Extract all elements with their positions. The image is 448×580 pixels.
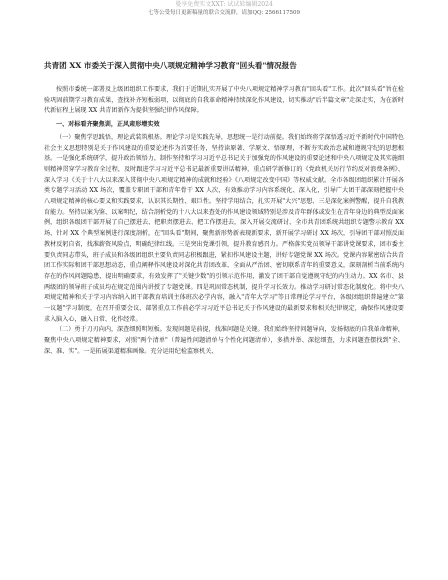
intro-paragraph: 按照市委统一部署及上级团组织工作要求，我们于近期扎实开展了中央八项规定精神学习教育"回头看"工作。此次"回头看"旨在检验巩固前期学习教育成果，查找补齐短板弱项，以彻底的自我革命精神持续深化作风建设，切实推动"后半篇文章"走深走实，为在新时代新征程上展现 XX 共青团新作为提供坚强纪律作风保障。 [44,86,404,115]
header-watermark-line: 曼享免费实文XXT: 试试转编辑2024 [175,1,273,8]
section-heading: 一、对标看齐聚焦训，正风肃形增实效 [56,121,160,129]
header-notice-line: 七等公受每日更新稿量的联合交流群，请加QQ: 2566117509 [147,10,301,16]
document-title: 共青团 XX 市委关于深入贯彻中央八项规定精神学习教育"回头看"情况报告 [44,61,297,70]
document-body [44,85,404,358]
body-paragraph: （一）聚焦学思践悟，理论武装筑根基。理论学习是实践先导，思想统一是行动前提。我们始终将学深悟透习近平新时代中国特色社会主义思想特别是关于作风建设的重要论述作为首要任务，坚持读原著、学原文、悟原理，不断夯实政治忠诚和遵规守纪的思想根基。一是强化系统研学，提升政治领悟力，制作坚持和学习习近平总书记关于加强党的作风建设的重要论述和中央八项规定及其实施细则精神贯穿学习教育全过程，及时跟进学习习近平总书记最新重要讲话精神，重点研学新修订的《党政机关厉行节约反对浪费条例》、深入学习《关于十八大以来深入贯彻中央八项规定精神的成就和经验》《八项规定改变中国》等权威文献。全市各级团组织累计开展各类专题学习活动 XX 场次，覆盖专职团干部和青年骨干 XX 人次，有效推动学习内容系统化、深入化，引导广大团干部深刻把握中央八项规定精神的核心要义和实践要求，认识其长期性、艰巨性。坚持学用结合，扎实开展"大兴"思想、三是深化案例警醒，提升自我教育能力。坚持以案为鉴、以案明纪，结合剖析党的十八大以来查处的作风建设领域特别是涉及青年群体或发生在青年身边的典型反面案例，组织各级团干部开展了自己摆进去、把职责摆进去、把工作摆进去，深入开展交流研讨，全市共青团系统共组织专题警示教育 XX 场，针对 XX 个典型案例进行深度剖析，在"回头看"期间，聚焦新形势新表现新要求，新开展学习研讨 XX 场次，引导团干部对照反面教材反躬自省，找准薪资风险点，明确纪律红线。三是突出党课引领，提升教育感召力。严格落实党员领导干部讲党课要求，团市委主要负责同志带头，班子成员和各级团组织主要负责同志积极跟进，紧扣作风建设主题，讲好专题党课 XX 场次。党课内容紧密结合共青团工作实际和团干部思想动态，重点阐释作风建设对深化共青团改革、全面从严治团、密切联系青年的重要意义，深刻剖析当前系统内存在的作风问题隐患，提出明确要求，有效发挥了"关键少数"的引领示范作用，激发了团干部自觉遵规守纪的内生动力。XX 名市、县两级团的领导班子成员均在规定范围内讲授了专题党课。四是巩固常态机制，提升学习长效力。推动学习研讨常态化制度化。将中央八项规定精神和关于学习内容纳入团干部教育培训主体班次必学内容，融入"青年大学习"等日常理论学习平台，各级团组织普遍建立"第一议题"学习制度，在召开重要会议、部署重点工作前必学习习近平总书记关于作风建设的最新要求和相关纪律规定，确保作风建设要求入脑入心，融入日常、化作经常。 [44,133,404,323]
body-paragraph: （二）勇于刀刃向内，深查细照明短板。发现问题是前提，找准问题是关键。我们始终坚持问题导向，发扬彻底的自我革命精神，聚焦中央八项规定精神要求，对照"两个清单"（普遍性问题清单与个性化问题清单），多措并举、深挖细查，力求问题查摆找到"全、深、准、实"。一是拓展渠道精准画像。充分运用纪检监察机关、 [44,326,404,355]
page-header [0,0,448,17]
